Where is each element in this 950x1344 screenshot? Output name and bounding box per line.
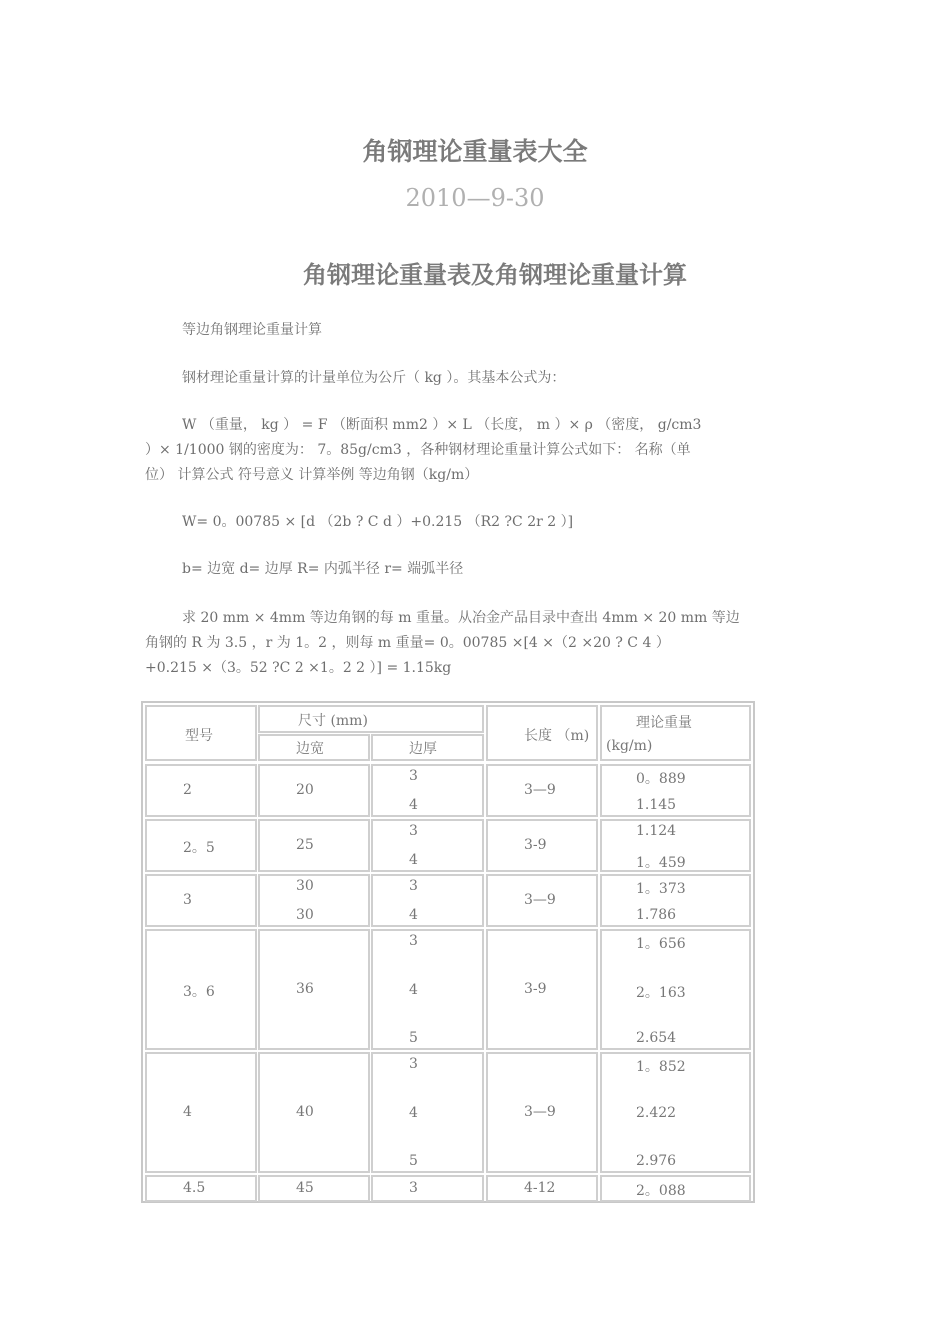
- table-row-cell: [258, 764, 370, 817]
- row-thickness: 3: [409, 1179, 418, 1196]
- table-row-cell: [371, 764, 484, 817]
- row-thickness: 4: [409, 1104, 418, 1121]
- angle-steel-weight-table: [141, 701, 755, 1203]
- table-row-cell: [258, 929, 370, 1050]
- table-row-cell: [258, 819, 370, 872]
- row-length: 3-9: [524, 980, 547, 997]
- table-row-cell: [371, 929, 484, 1050]
- row-length: 4-12: [524, 1179, 556, 1196]
- row-weight: 1.145: [636, 797, 677, 813]
- row-thickness: 3: [409, 933, 418, 949]
- formula-line-3: 位） 计算公式 符号意义 计算举例 等边角钢（kg/m）: [145, 467, 479, 483]
- table-row-cell: [145, 1052, 257, 1173]
- document-subtitle: 角钢理论重量表及角钢理论重量计算: [303, 260, 687, 289]
- header-size: 尺寸 (mm): [298, 713, 368, 729]
- row-width: 25: [296, 836, 314, 853]
- row-thickness: 3: [409, 878, 418, 894]
- table-row-cell: [371, 1052, 484, 1173]
- table-row-cell: [258, 874, 370, 927]
- row-weight: 1.786: [636, 907, 677, 923]
- table-row-cell: [371, 1175, 484, 1202]
- variable-definitions: b= 边宽 d= 边厚 R= 内弧半径 r= 端弧半径: [182, 561, 464, 577]
- row-weight: 1。373: [636, 881, 686, 897]
- weight-equation: W= 0。00785 × [d （2b ? C d ）+0.215 （R2 ?C 2r 2 ）]: [182, 514, 574, 530]
- row-weight: 2.654: [636, 1030, 677, 1046]
- header-cell-size: [258, 705, 484, 733]
- header-model: 型号: [185, 728, 213, 744]
- row-thickness: 4: [409, 907, 418, 923]
- row-weight: 1。852: [636, 1059, 686, 1075]
- row-weight: 0。889: [636, 771, 686, 787]
- row-length: 3—9: [524, 891, 556, 908]
- row-thickness: 4: [409, 797, 418, 813]
- header-weight-line2: (kg/m): [606, 738, 653, 754]
- table-row-cell: [145, 874, 257, 927]
- row-model: 3: [183, 891, 192, 908]
- row-weight: 2.976: [636, 1153, 677, 1169]
- header-length: 长度 （m): [524, 728, 590, 744]
- row-model: 4.5: [183, 1179, 206, 1196]
- row-width: 45: [296, 1179, 314, 1196]
- row-width: 40: [296, 1103, 314, 1120]
- formula-line-2: ）× 1/1000 钢的密度为： 7。85g/cm3 ，各种钢材理论重量计算公式如下： 名称（单: [145, 442, 691, 458]
- formula-line-1: W （重量， kg ） = F （断面积 mm2 ）× L （长度， m ）× ρ （密度， g/cm3: [182, 417, 702, 433]
- row-width: 20: [296, 781, 314, 798]
- example-line-2: 角钢的 R 为 3.5 ，r 为 1。2 ，则每 m 重量= 0。00785 ×[4 ×（2 ×20 ? C 4 ）: [145, 635, 670, 651]
- example-line-1: 求 20 mm × 4mm 等边角钢的每 m 重量。从冶金产品目录中查出 4mm × 20 mm 等边: [182, 610, 740, 626]
- table-row-cell: [258, 1052, 370, 1173]
- unit-paragraph: 钢材理论重量计算的计量单位为公斤（ kg ）。其基本公式为：: [182, 370, 566, 386]
- row-thickness: 4: [409, 981, 418, 998]
- row-thickness: 3: [409, 768, 418, 784]
- table-row-cell: [371, 819, 484, 872]
- section-heading: 等边角钢理论重量计算: [182, 322, 322, 338]
- row-thickness: 4: [409, 852, 418, 868]
- row-model: 3。6: [183, 983, 215, 1000]
- row-length: 3—9: [524, 1103, 556, 1120]
- row-weight: 2。163: [636, 984, 686, 1001]
- row-model: 4: [183, 1103, 192, 1120]
- row-weight: 1.124: [636, 823, 677, 839]
- row-weight: 1。656: [636, 936, 686, 952]
- document-date: 2010—9-30: [405, 184, 545, 212]
- row-model: 2。5: [183, 839, 215, 856]
- table-row-cell: [145, 764, 257, 817]
- row-thickness: 5: [409, 1153, 418, 1169]
- row-weight: 2.422: [636, 1104, 677, 1121]
- document-title: 角钢理论重量表大全: [362, 137, 588, 166]
- example-line-3: +0.215 ×（3。52 ?C 2 ×1。2 2 ）] = 1.15kg: [145, 660, 452, 676]
- row-weight: 1。459: [636, 855, 686, 871]
- row-width: 36: [296, 980, 314, 997]
- row-model: 2: [183, 781, 192, 798]
- table-row-cell: [258, 1175, 370, 1202]
- row-width: 30: [296, 907, 314, 923]
- row-thickness: 5: [409, 1030, 418, 1046]
- row-thickness: 3: [409, 823, 418, 839]
- header-weight-line1: 理论重量: [636, 715, 692, 731]
- table-row-cell: [371, 874, 484, 927]
- header-thickness: 边厚: [409, 741, 437, 757]
- row-length: 3—9: [524, 781, 556, 798]
- row-width: 30: [296, 878, 314, 894]
- row-thickness: 3: [409, 1056, 418, 1072]
- header-width: 边宽: [296, 741, 324, 757]
- row-weight: 2。088: [636, 1182, 686, 1199]
- row-length: 3-9: [524, 836, 547, 853]
